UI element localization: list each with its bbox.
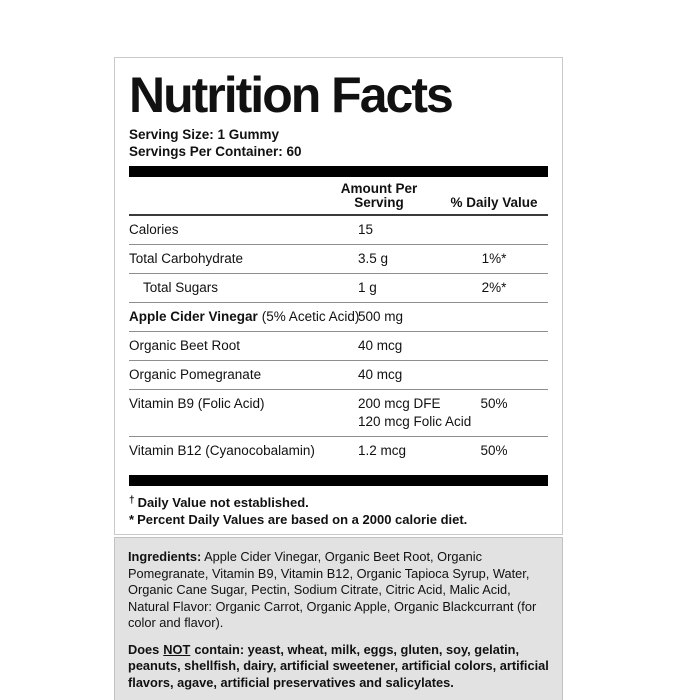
does-not-contain-text: contain: yeast, wheat, milk, eggs, gluten, soy, gelatin, peanuts, shellfish, dairy, artificial sweetener, artificial colors, artificial flavors, agave, artificial preservatives and salicylates.: [128, 641, 549, 690]
row-amount: 1.2 mcg: [358, 443, 407, 458]
percent-daily-value-header: % Daily Value: [450, 195, 538, 210]
table-row-calories: [129, 216, 548, 244]
table-header-row: [129, 177, 548, 216]
ingredients-panel: [114, 537, 563, 700]
asterisk-symbol: *: [129, 512, 135, 527]
serving-size-line: Serving Size: 1 Gummy: [129, 127, 280, 142]
row-label: Total Sugars: [143, 280, 219, 295]
row-label: Organic Beet Root: [129, 338, 241, 353]
row-daily-value: 50%: [480, 396, 508, 411]
table-row-organic-pomegranate: [129, 360, 548, 389]
row-label: Vitamin B9 (Folic Acid): [129, 396, 265, 411]
ingredients-label: Ingredients:: [128, 549, 202, 564]
table-row-organic-beet-root: [129, 331, 548, 360]
row-label: Total Carbohydrate: [129, 251, 244, 266]
row-daily-value: 50%: [480, 443, 508, 458]
amount-per-serving-header: Amount Per Serving: [340, 181, 418, 210]
row-daily-value: 1%*: [481, 251, 507, 266]
nutrition-facts-title: Nutrition Facts: [129, 67, 452, 123]
row-amount: 500 mg: [358, 309, 404, 324]
row-amount: 40 mcg: [358, 367, 403, 382]
ingredients-text: Apple Cider Vinegar, Organic Beet Root, Organic Pomegranate, Vitamin B9, Vitamin B12, Organic Tapioca Syrup, Water, Organic Cane Sugar, Pectin, Sodium Citrate, Citric Acid, Malic Acid, Natural Flavor: Organic Carrot, Organic Apple, Organic Blackcurrant (for color and flavor).: [128, 549, 537, 630]
row-label: Organic Pomegranate: [129, 367, 262, 382]
does-not-contain-paragraph: [128, 642, 549, 692]
row-amount-line1: 200 mcg DFE: [358, 396, 441, 411]
row-label: Vitamin B12 (Cyanocobalamin): [129, 443, 315, 458]
separator-bar-bottom: [129, 475, 548, 486]
does-word: Does: [128, 641, 160, 657]
footnote-percent-daily-values: [129, 511, 548, 528]
table-row-total-carbohydrate: [129, 244, 548, 273]
footnote-daily-value: [129, 494, 548, 511]
nutrition-facts-panel: [114, 57, 563, 535]
row-amount: 15: [358, 222, 374, 237]
not-word: NOT: [163, 641, 191, 657]
footnote-text: Percent Daily Values are based on a 2000 calorie diet.: [137, 512, 468, 527]
row-label-bold: Apple Cider Vinegar: [129, 309, 258, 324]
nutrition-table: [129, 177, 548, 465]
row-amount: 40 mcg: [358, 338, 403, 353]
table-row-total-sugars: [129, 273, 548, 302]
row-amount-line2: 120 mcg Folic Acid: [358, 414, 472, 429]
row-amount: 1 g: [358, 280, 377, 295]
table-row-vitamin-b9: [129, 389, 548, 436]
row-label: Calories: [129, 222, 179, 237]
row-daily-value: 2%*: [481, 280, 507, 295]
footnote-text: Daily Value not established.: [137, 495, 309, 510]
servings-per-container-line: Servings Per Container: 60: [129, 144, 302, 159]
row-label-suffix: (5% Acetic Acid): [261, 309, 360, 324]
row-label: [129, 309, 359, 325]
table-row-apple-cider-vinegar: [129, 302, 548, 331]
label-panel: [114, 57, 563, 700]
footnotes: [129, 494, 548, 528]
separator-bar-top: [129, 166, 548, 177]
ingredients-paragraph: [128, 549, 549, 632]
table-row-vitamin-b12: [129, 436, 548, 465]
row-amount: 3.5 g: [358, 251, 389, 266]
dagger-symbol: †: [129, 495, 135, 506]
